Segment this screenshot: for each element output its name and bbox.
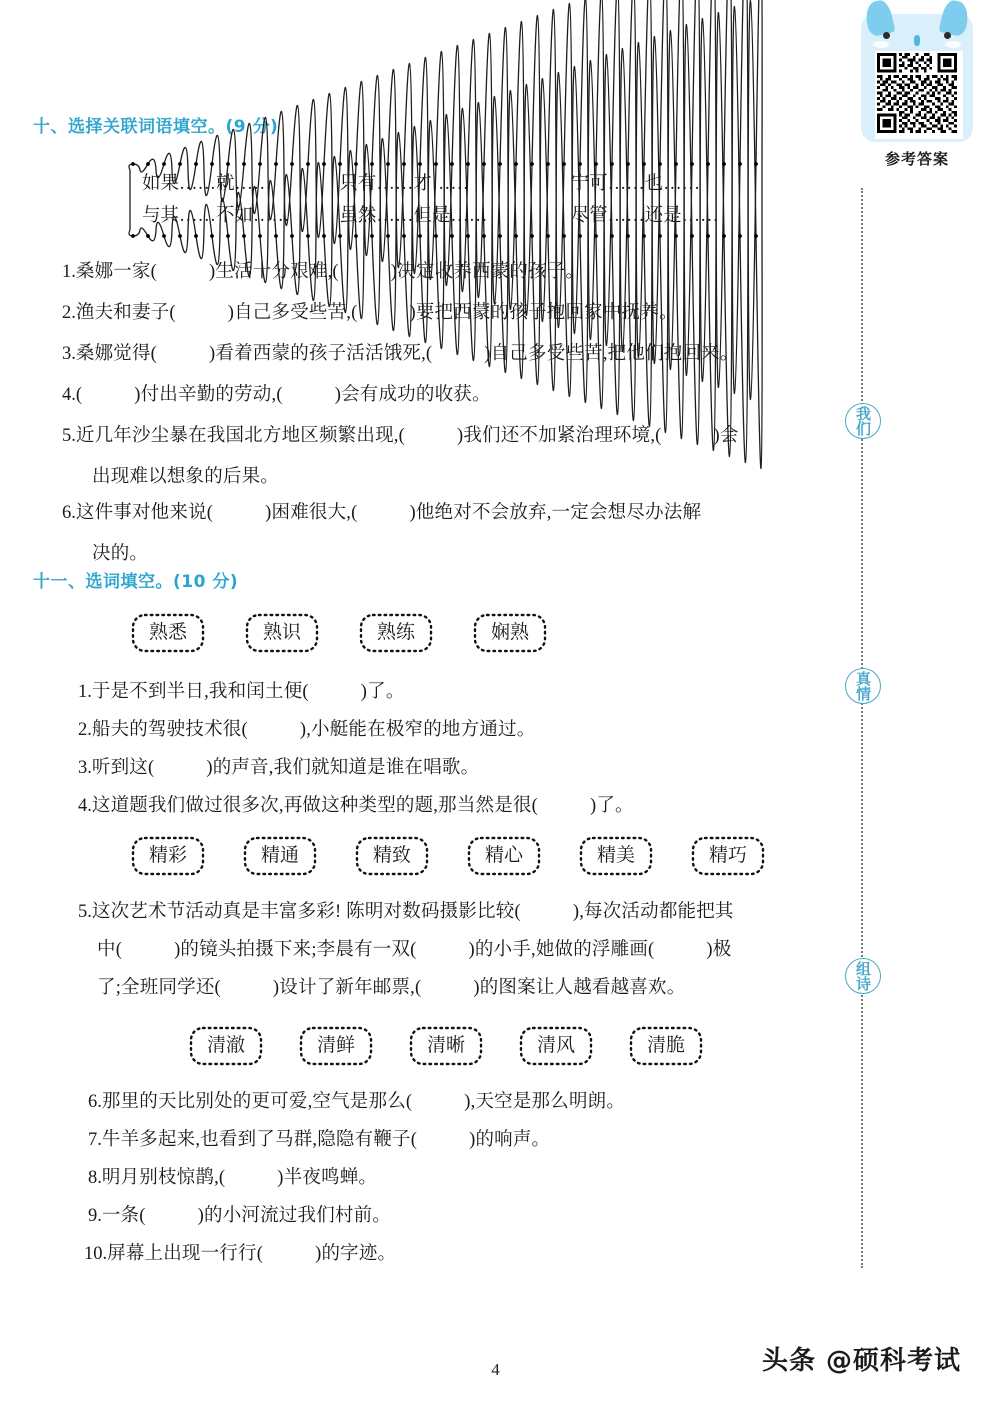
question-text: )困难很大,(: [265, 503, 358, 523]
word-pill-label: 熟悉: [148, 622, 187, 643]
question-text: 听到这(: [91, 758, 155, 778]
question-row: [84, 1245, 396, 1264]
word-pill-row-3: [188, 1025, 700, 1067]
mascot-cheek-left-icon: [873, 41, 889, 48]
question-text: 决的。: [92, 544, 149, 564]
right-margin-dashed-rule: [861, 188, 863, 1268]
word-pill[interactable]: [244, 612, 320, 654]
question-text: )的小河流过我们村前。: [197, 1206, 392, 1226]
question-text: )看着西蒙的孩子活活饿死,(: [209, 344, 433, 364]
word-pill-label: 精致: [372, 845, 411, 866]
question-number: 8.: [88, 1168, 102, 1188]
wordbank-item: 宁可……也……: [570, 173, 701, 194]
word-pill[interactable]: [466, 835, 542, 877]
question-text: )的字迹。: [315, 1244, 397, 1264]
word-pill-label: 清鲜: [316, 1035, 355, 1056]
question-row: [78, 759, 479, 778]
word-pill-label: 娴熟: [490, 622, 529, 643]
word-pill-label: 清晰: [426, 1035, 465, 1056]
question-text: ),每次活动都能把其: [572, 902, 734, 922]
word-pill-label: 熟练: [376, 622, 415, 643]
question-number: 3.: [62, 344, 76, 364]
question-row: [88, 1207, 391, 1226]
word-pill[interactable]: [358, 612, 434, 654]
question-number: 2.: [78, 720, 92, 740]
question-row: [78, 683, 405, 702]
word-pill[interactable]: [518, 1025, 590, 1067]
question-row-continued: [92, 545, 148, 564]
question-text: 这件事对他来说(: [75, 503, 214, 523]
wordbank-item: 尽管……还是……: [570, 206, 719, 226]
question-number: 2.: [62, 303, 76, 323]
question-text: )极: [706, 940, 732, 960]
question-text: 牛羊多起来,也看到了马群,隐隐有鞭子(: [101, 1130, 418, 1150]
section-ten-title: 十、选择关联词语填空。(9 分): [33, 117, 279, 137]
question-text: 这次艺术节活动真是丰富多彩! 陈明对数码摄影比较(: [91, 902, 521, 922]
wordbank-item: 虽然……但是……: [339, 206, 488, 226]
question-text: )我们还不加紧治理环境,(: [456, 426, 662, 446]
question-row: [88, 1169, 377, 1188]
question-number: 10.: [84, 1244, 108, 1264]
question-row: [62, 345, 739, 364]
question-text: 出现难以想象的后果。: [92, 467, 280, 487]
word-pill-label: 清风: [536, 1035, 575, 1056]
question-text: )了。: [360, 682, 405, 702]
question-row: [78, 797, 634, 816]
question-text: )半夜鸣蝉。: [277, 1168, 378, 1188]
question-text: 明月别枝惊鹊,(: [101, 1168, 226, 1188]
question-number: 1.: [78, 682, 92, 702]
question-row: [78, 721, 535, 740]
page-number: 4: [491, 1360, 500, 1379]
question-text: 近几年沙尘暴在我国北方地区频繁出现,(: [75, 426, 405, 446]
word-pill-label: 精心: [484, 845, 523, 866]
question-row-continued: [97, 979, 685, 998]
question-text: ),小艇能在极窄的地方通过。: [299, 720, 536, 740]
side-marker-2: [845, 668, 881, 704]
qr-code-icon[interactable]: [875, 51, 963, 139]
word-pill-row-2: [130, 835, 766, 877]
question-row: [62, 427, 739, 446]
word-pill-label: 清澈: [206, 1035, 245, 1056]
word-pill[interactable]: [628, 1025, 700, 1067]
question-text: 屏幕上出现一行行(: [107, 1244, 264, 1264]
question-text: )生活十分艰难,(: [209, 262, 339, 282]
word-pill-label: 精美: [596, 845, 635, 866]
question-text: )付出辛勤的劳动,(: [134, 385, 283, 405]
question-row: [78, 903, 734, 922]
watermark: 头条 @硕科考试: [762, 1346, 962, 1376]
word-pill[interactable]: [690, 835, 766, 877]
question-text: )设计了新年邮票,(: [272, 978, 422, 998]
word-pill-label: 精通: [260, 845, 299, 866]
mascot-ear-right-icon: [938, 0, 971, 38]
question-row: [88, 1093, 625, 1112]
question-text: )会: [713, 426, 739, 446]
question-text: )了。: [590, 796, 634, 816]
question-text: 桑娜一家(: [75, 262, 158, 282]
question-number: 9.: [88, 1206, 102, 1226]
side-marker-1-label: 我们: [854, 406, 872, 436]
question-row-continued: [92, 468, 279, 487]
question-text: )自己多受些苦,(: [227, 303, 358, 323]
question-number: 5.: [62, 426, 76, 446]
question-text: 桑娜觉得(: [75, 344, 158, 364]
question-text: )的声音,我们就知道是谁在唱歌。: [206, 758, 480, 778]
wordbank-item: 如果……就……: [142, 173, 272, 194]
question-number: 6.: [62, 503, 76, 523]
section-ten-wordbank: [128, 160, 764, 240]
question-text: 船夫的驾驶技术很(: [91, 720, 248, 740]
question-number: 1.: [62, 262, 76, 282]
question-text: ),天空是那么明朗。: [464, 1092, 626, 1112]
question-text: )会有成功的收获。: [334, 385, 491, 405]
word-pill[interactable]: [578, 835, 654, 877]
question-text: 了;全班同学还(: [97, 978, 221, 998]
question-text: 于是不到半日,我和闰土便(: [91, 682, 309, 702]
mascot-eye-left-icon: [883, 32, 890, 39]
question-row-continued: [97, 941, 731, 960]
question-text: )决定收养西蒙的孩子。: [390, 262, 585, 282]
question-row: [62, 386, 491, 405]
question-text: 那里的天比别处的更可爱,空气是那么(: [101, 1092, 413, 1112]
wordbank-item: 只有……才……: [339, 173, 469, 194]
side-marker-2-label: 真情: [854, 671, 872, 701]
word-pill[interactable]: [242, 835, 318, 877]
word-pill[interactable]: [408, 1025, 480, 1067]
qr-card: [861, 14, 973, 142]
word-pill[interactable]: [298, 1025, 370, 1067]
mascot-ear-left-icon: [862, 0, 895, 38]
side-marker-3: [845, 958, 881, 994]
word-pill[interactable]: [130, 612, 206, 654]
word-pill-label: 精彩: [148, 845, 187, 866]
question-text: )的镜头拍摄下来;李晨有一双(: [174, 940, 417, 960]
question-text: 中(: [97, 940, 123, 960]
question-row: [62, 304, 678, 323]
question-text: )自己多受些苦,把他们抱回来。: [484, 344, 739, 364]
word-pill-label: 清脆: [646, 1035, 685, 1056]
question-text: )他绝对不会放弃,一定会想尽办法解: [409, 503, 702, 523]
wordbank-row: [142, 200, 750, 233]
question-number: 7.: [88, 1130, 102, 1150]
side-marker-3-label: 组诗: [854, 961, 872, 991]
word-pill-row-1: [130, 612, 548, 654]
question-number: 4.: [78, 796, 92, 816]
word-pill[interactable]: [472, 612, 548, 654]
qr-caption: 参考答案: [884, 150, 949, 168]
word-pill-label: 熟识: [262, 622, 301, 643]
question-text: 这道题我们做过很多次,再做这种类型的题,那当然是很(: [91, 796, 538, 816]
side-marker-1: [845, 403, 881, 439]
question-text: )要把西蒙的孩子抱回家中抚养。: [409, 303, 678, 323]
question-row: [62, 504, 701, 523]
word-pill[interactable]: [130, 835, 206, 877]
word-pill[interactable]: [354, 835, 430, 877]
question-row: [62, 263, 584, 282]
question-row: [88, 1131, 550, 1150]
wordbank-row: [142, 168, 750, 201]
mascot-cheek-right-icon: [945, 41, 961, 48]
question-number: 4.: [62, 385, 76, 405]
question-text: )的图案让人越看越喜欢。: [473, 978, 686, 998]
answer-qr-block[interactable]: [856, 14, 978, 169]
wordbank-item: 与其……不如……: [142, 206, 291, 226]
question-text: 渔夫和妻子(: [75, 303, 176, 323]
question-number: 5.: [78, 902, 92, 922]
section-eleven-title: 十一、选词填空。(10 分): [33, 572, 239, 592]
mascot-nose-icon: [914, 35, 920, 46]
question-number: 3.: [78, 758, 92, 778]
mascot-eye-right-icon: [944, 32, 951, 39]
word-pill[interactable]: [188, 1025, 260, 1067]
question-text: )的小手,她做的浮雕画(: [468, 940, 655, 960]
word-pill-label: 精巧: [708, 845, 747, 866]
question-text: (: [75, 385, 83, 405]
question-text: 一条(: [101, 1206, 146, 1226]
question-text: )的响声。: [469, 1130, 551, 1150]
question-number: 6.: [88, 1092, 102, 1112]
